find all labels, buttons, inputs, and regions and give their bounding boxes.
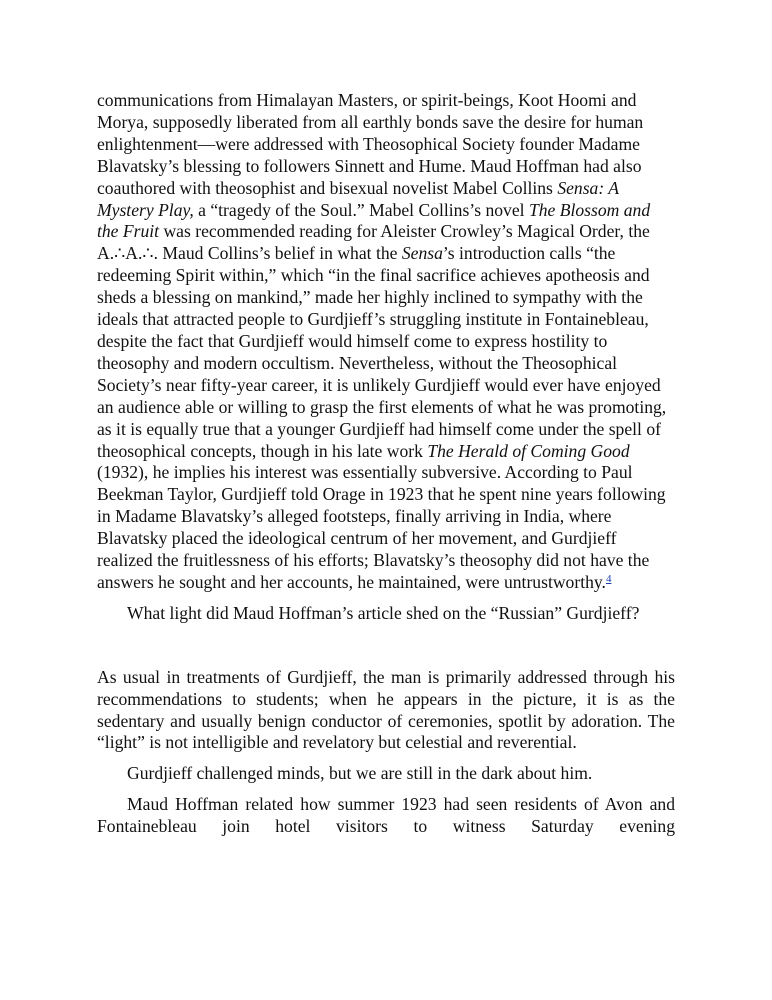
paragraph-text: ’s introduction calls “the redeeming Spirit within,” which “in the final sacrifice achieves apotheosis and sheds a blessing on mankind,” made her highly inclined to sympathy with the ideals that attracted people to Gurdjieff’s struggling institute in Fontainebleau, despite the fact that Gurdjieff would himself come to express hostility to theosophy and modern occultism. Nevertheless, without the Theosophical Society’s near fifty-year career, it is unlikely Gurdjieff would ever have enjoyed an audience able or willing to grasp the first elements of what he was promoting, as it is equally true that a younger Gurdjieff had himself come under the spell of theosophical concepts, though in his late work (97, 243, 667, 461)
footnote-link[interactable]: 4 (605, 572, 612, 585)
book-title: Sensa (401, 243, 443, 264)
paragraph-text: a “tragedy of the Soul.” Mabel Collins’s novel (193, 199, 529, 220)
paragraph-text: communications from Himalayan Masters, or spirit-beings, Koot Hoomi and Morya, supposedly liberated from all earthly bonds save the desire for human enlightenment—were addressed with Theosophical Society founder Madame Blavatsky’s blessing to followers Sinnett and Hume. Maud Hoffman had also coauthored with theosophist and bisexual novelist Mabel Collins (97, 90, 644, 198)
footnote-marker (606, 573, 612, 585)
body-paragraph: Maud Hoffman related how summer 1923 had seen residents of Avon and Fontainebleau join hotel visitors to witness Saturday evening (97, 794, 675, 837)
document-page (97, 90, 675, 838)
paragraph-text: was recommended reading for Aleister Crowley’s Magical Order, the A.∴A.∴. Maud Collins’s belief in what the (97, 221, 650, 264)
paragraph-text: (1932), he implies his interest was essentially subversive. According to Paul Beekman Taylor, Gurdjieff told Orage in 1923 that he spent nine years following in Madame Blavatsky’s alleged footsteps, finally arriving in India, where Blavatsky placed the ideological centrum of her movement, and Gurdjieff realized the fruitlessness of his efforts; Blavatsky’s theosophy did not have the answers he sought and her accounts, he maintained, were untrustworthy. (97, 462, 666, 592)
book-title: The Herald of Coming Good (427, 440, 630, 461)
body-paragraph: Gurdjieff challenged minds, but we are still in the dark about him. (127, 763, 593, 784)
body-paragraph: As usual in treatments of Gurdjieff, the man is primarily addressed through his recommendations to students; when he appears in the picture, it is as the sedentary and usually benign conductor of ceremonies, spotlit by adoration. The “light” is not intelligible and revelatory but celestial and reverential. (97, 666, 675, 753)
book-title: The Blossom and the Fruit (97, 199, 651, 242)
book-title: Sensa: A Mystery Play, (97, 177, 619, 220)
body-paragraph (97, 90, 675, 594)
question-paragraph: What light did Maud Hoffman’s article shed on the “Russian” Gurdjieff? (127, 602, 640, 623)
